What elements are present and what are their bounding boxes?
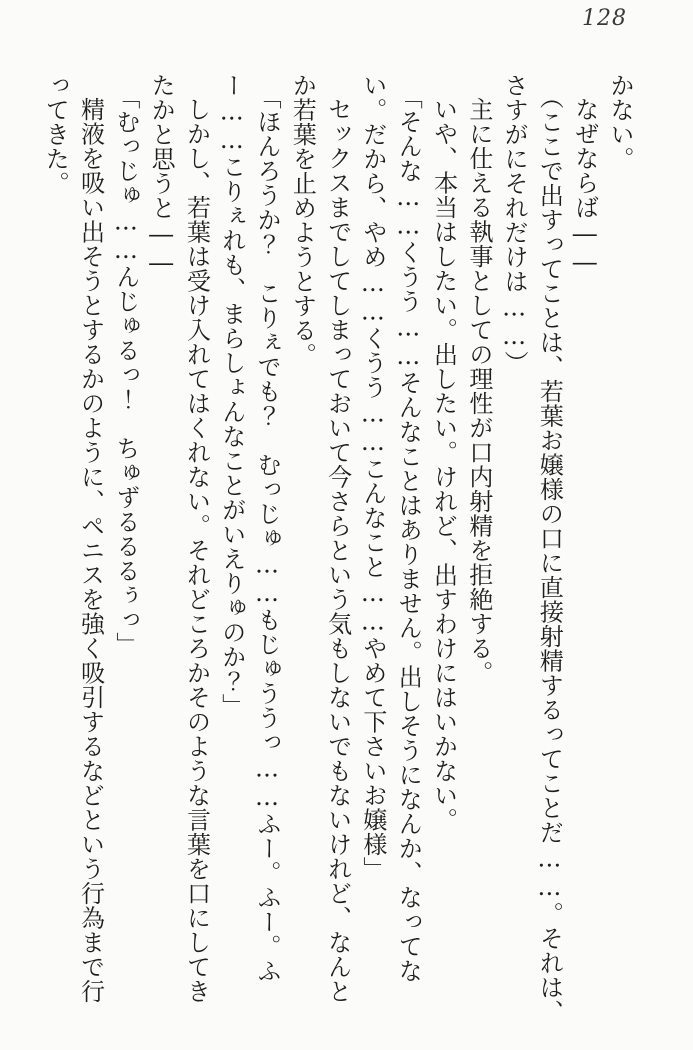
paragraph: いや、本当はしたい。出したい。けれど、出すわけにはいかない。 bbox=[429, 97, 458, 832]
paragraph: しかし、若葉は受け入れてはくれない。それどころかそのような言葉を口にしてきたかと思うと―― bbox=[147, 73, 211, 1004]
paragraph: セックスまでしてしまっておいて今さらという気もしないでもないけれど、なんとか若葉を止めようとする。 bbox=[288, 73, 352, 1004]
body-text bbox=[35, 73, 637, 1025]
page-number: 128 bbox=[582, 6, 627, 31]
paragraph: かない。 bbox=[606, 73, 634, 171]
paragraph: 「むっじゅ……んじゅるっ！ ちゅずるるるぅっ」 bbox=[111, 85, 140, 657]
paragraph: 精液を吸い出そうとするかのように、ペニスを強く吸引するなどという行為まで行ってきた。 bbox=[41, 73, 105, 1004]
paragraph: 主に仕える執事としての理性が口内射精を拒絶する。 bbox=[464, 97, 493, 685]
paragraph: （ここで出すってことは、若葉お嬢様の口に直接射精するってことだ……。それは、さすがにそれだけは……） bbox=[500, 73, 564, 1024]
paragraph: 「ほんろうか？ こりぇでも？ むっじゅ……もじゅううっ……ふー。ふー。ふー……こりぇれも、まらしょんなことがいえりゅのか？」 bbox=[217, 73, 282, 983]
paragraph: なぜならば―― bbox=[570, 97, 599, 277]
paragraph: 「そんな……くうう……そんなことはありません。出しそうになんか、なってない。だから、やめ……くうう……こんなこと……やめて下さいお嬢様」 bbox=[358, 73, 423, 983]
